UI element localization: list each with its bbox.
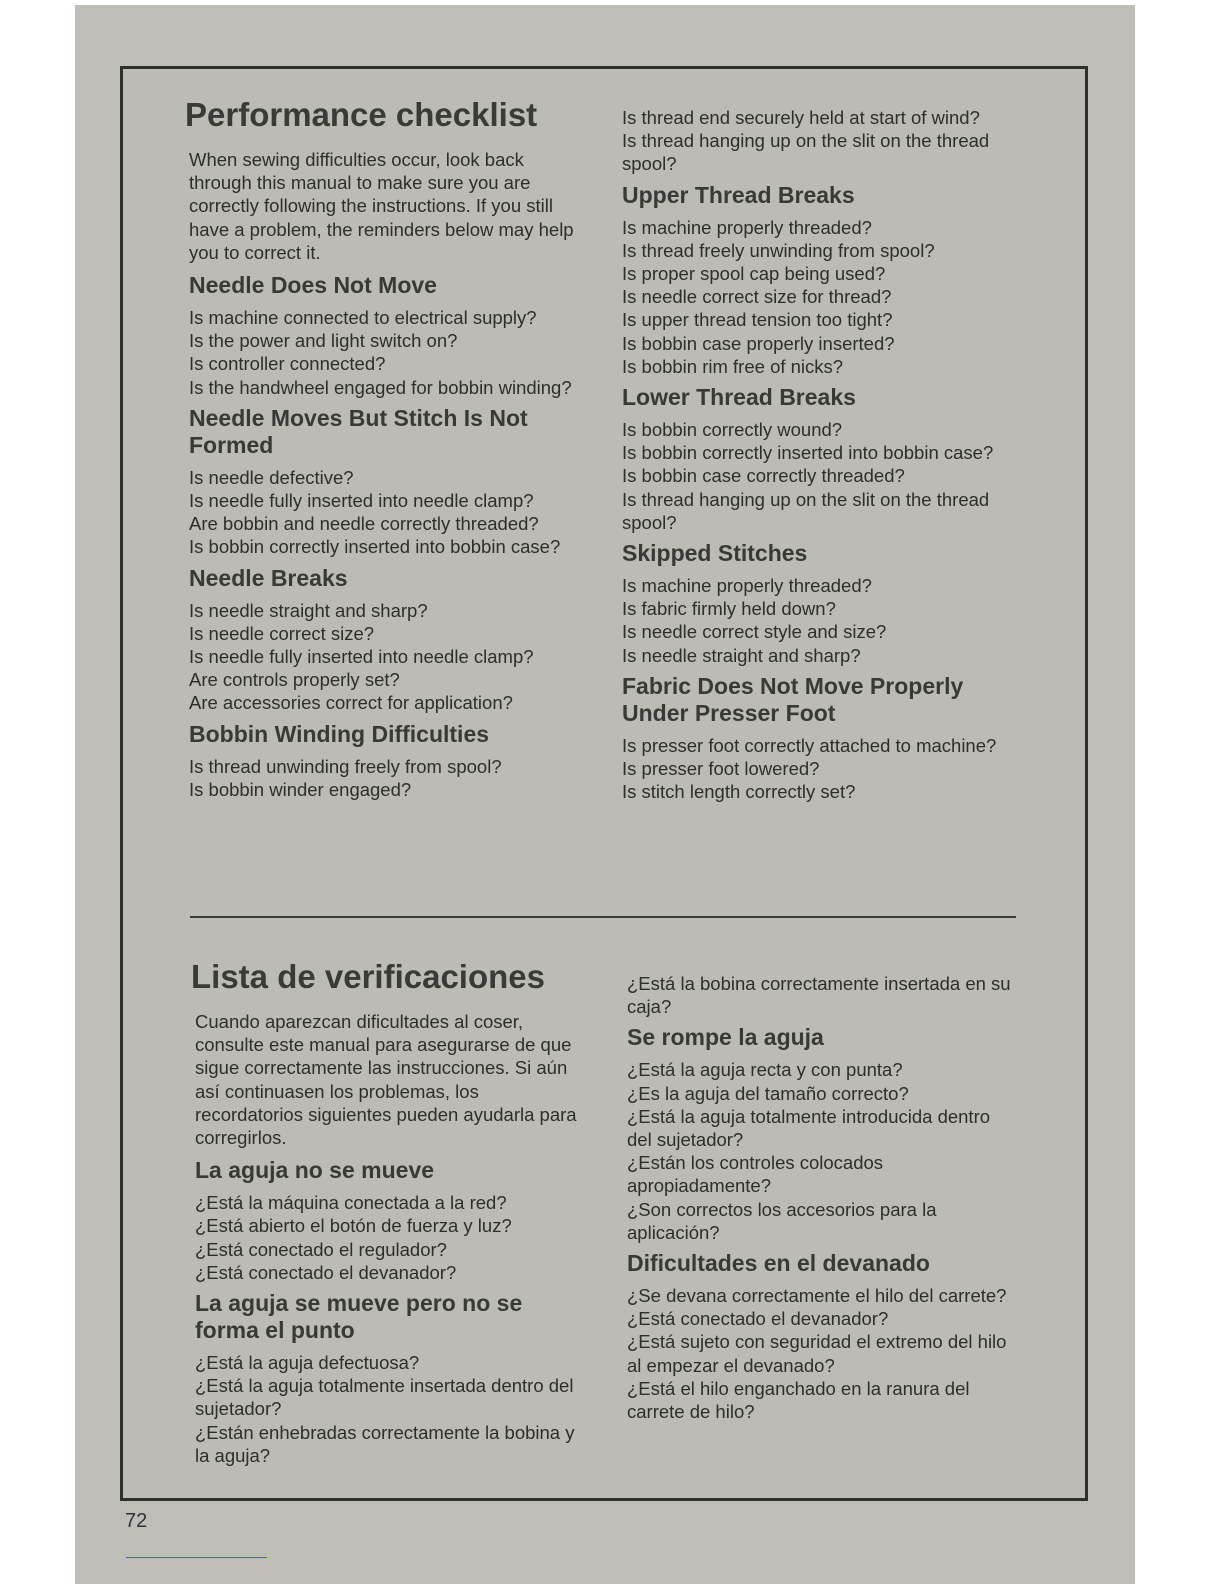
section-heading: Bobbin Winding Difficulties <box>189 720 490 747</box>
checklist-item: Is thread hanging up on the slit on the thread spool? <box>622 488 990 533</box>
checklist-section <box>622 540 1012 667</box>
section-heading: Dificultades en el devanado <box>627 1250 930 1277</box>
checklist-item: Is machine properly threaded? <box>622 575 872 597</box>
page-title: Performance checklist <box>185 96 538 133</box>
checklist-item: ¿Están enhebradas correctamente la bobina y la aguja? <box>195 1421 575 1466</box>
checklist-item: Is needle fully inserted into needle clamp? <box>189 490 534 512</box>
checklist-item: ¿Es la aguja del tamaño correcto? <box>627 1082 909 1104</box>
checklist-section <box>627 1024 1017 1244</box>
intro-paragraph: When sewing difficulties occur, look back through this manual to make sure you are correctly following the instructions. If you still have a problem, the reminders below may help you to correct it. <box>189 149 574 263</box>
section-heading: La aguja no se mueve <box>195 1157 435 1184</box>
section-heading: Needle Does Not Move <box>189 272 437 299</box>
es-right-column <box>627 972 1017 1423</box>
section-heading: Fabric Does Not Move Properly Under Presser Foot <box>622 672 964 726</box>
checklist-section <box>189 721 579 801</box>
checklist-section <box>622 384 1012 534</box>
checklist-section <box>627 1250 1017 1423</box>
checklist-item: ¿Está abierto el botón de fuerza y luz? <box>195 1215 512 1237</box>
section-heading: Skipped Stitches <box>622 540 808 567</box>
checklist-item: Is thread end securely held at start of wind? <box>622 107 980 128</box>
checklist-item: Is controller connected? <box>189 353 386 375</box>
checklist-section <box>195 1157 585 1284</box>
checklist-item: ¿Son correctos los accesorios para la aplicación? <box>627 1198 937 1243</box>
checklist-section <box>189 272 579 399</box>
checklist-item: ¿Está conectado el devanador? <box>627 1308 889 1330</box>
checklist-item: Is bobbin correctly inserted into bobbin case? <box>622 442 994 464</box>
checklist-item: Is thread unwinding freely from spool? <box>189 755 502 777</box>
checklist-section <box>189 405 579 559</box>
checklist-item: Is needle straight and sharp? <box>189 599 428 621</box>
checklist-item: Are controls properly set? <box>189 669 400 691</box>
checklist-item: Is needle correct style and size? <box>622 621 887 643</box>
es-left-column <box>191 958 585 1467</box>
checklist-item: ¿Está la aguja defectuosa? <box>195 1352 420 1374</box>
checklist-item: Is stitch length correctly set? <box>622 781 856 803</box>
checklist-section <box>189 565 579 715</box>
checklist-item: Is thread hanging up on the slit on the thread spool? <box>622 130 990 175</box>
section-heading: Needle Breaks <box>189 564 348 591</box>
spanish-title: Lista de verificaciones <box>191 958 545 995</box>
section-heading: Lower Thread Breaks <box>622 384 856 411</box>
checklist-item: Is needle straight and sharp? <box>622 644 861 666</box>
section-heading: La aguja se mueve pero no se forma el punto <box>195 1290 523 1344</box>
checklist-item: ¿Está sujeto con seguridad el extremo del hilo al empezar el devanado? <box>627 1331 1007 1376</box>
checklist-section <box>622 182 1012 378</box>
checklist-item: ¿Está la aguja recta y con punta? <box>627 1059 903 1081</box>
section-divider <box>190 916 1016 918</box>
checklist-item: Is machine properly threaded? <box>622 216 872 238</box>
checklist-section <box>195 1290 585 1467</box>
section-heading: Needle Moves But Stitch Is Not Formed <box>189 404 528 458</box>
checklist-item: ¿Está la bobina correctamente insertada en su caja? <box>627 973 1011 1018</box>
checklist-item: Is bobbin correctly wound? <box>622 419 843 441</box>
checklist-item: Is machine connected to electrical supply? <box>189 307 537 329</box>
spanish-intro-paragraph: Cuando aparezcan dificultades al coser, consulte este manual para asegurarse de que sigue correctamente las instrucciones. Si aún así continuasen los problemas, los recordatorios siguientes pueden ayudarla para corregirlos. <box>195 1011 577 1149</box>
checklist-item: ¿Está el hilo enganchado en la ranura del carrete de hilo? <box>627 1377 970 1423</box>
checklist-item: ¿Está la aguja totalmente introducida dentro del sujetador? <box>627 1105 991 1151</box>
checklist-item: Are accessories correct for application? <box>189 692 513 714</box>
checklist-item: ¿Están los controles colocados apropiadamente? <box>627 1152 884 1197</box>
checklist-item: Is fabric firmly held down? <box>622 598 836 620</box>
checklist-item: Is needle fully inserted into needle clamp? <box>189 646 534 668</box>
checklist-item: Is upper thread tension too tight? <box>622 309 893 331</box>
checklist-item: Is needle defective? <box>189 466 354 488</box>
checklist-item: Is thread freely unwinding from spool? <box>622 239 935 261</box>
checklist-item: Is proper spool cap being used? <box>622 263 886 285</box>
checklist-item: Is bobbin case properly inserted? <box>622 332 895 354</box>
checklist-item: ¿Está la máquina conectada a la red? <box>195 1192 507 1214</box>
checklist-item: ¿Se devana correctamente el hilo del carrete? <box>627 1285 1007 1307</box>
en-left-column <box>185 96 579 801</box>
page-number: 72 <box>125 1510 148 1532</box>
checklist-item: Is presser foot correctly attached to machine? <box>622 734 997 756</box>
section-heading: Se rompe la aguja <box>627 1024 824 1051</box>
section-heading: Upper Thread Breaks <box>622 181 855 208</box>
checklist-item: Is bobbin rim free of nicks? <box>622 355 844 377</box>
checklist-item: ¿Está conectado el regulador? <box>195 1238 447 1260</box>
checklist-item: Is needle correct size for thread? <box>622 286 892 308</box>
footer-rule <box>126 1557 267 1558</box>
checklist-item: Is bobbin winder engaged? <box>189 778 412 800</box>
checklist-item: Is the handwheel engaged for bobbin winding? <box>189 376 572 398</box>
checklist-item: Is bobbin correctly inserted into bobbin case? <box>189 536 561 558</box>
en-right-column <box>622 106 1012 803</box>
checklist-item: Are bobbin and needle correctly threaded? <box>189 513 539 535</box>
checklist-item: ¿Está la aguja totalmente insertada dentro del sujetador? <box>195 1375 574 1420</box>
checklist-item: Is presser foot lowered? <box>622 758 820 780</box>
checklist-item: Is bobbin case correctly threaded? <box>622 465 905 487</box>
checklist-section <box>622 673 1012 804</box>
checklist-item: Is the power and light switch on? <box>189 330 458 352</box>
checklist-item: Is needle correct size? <box>189 622 375 644</box>
checklist-item: ¿Está conectado el devanador? <box>195 1261 457 1283</box>
